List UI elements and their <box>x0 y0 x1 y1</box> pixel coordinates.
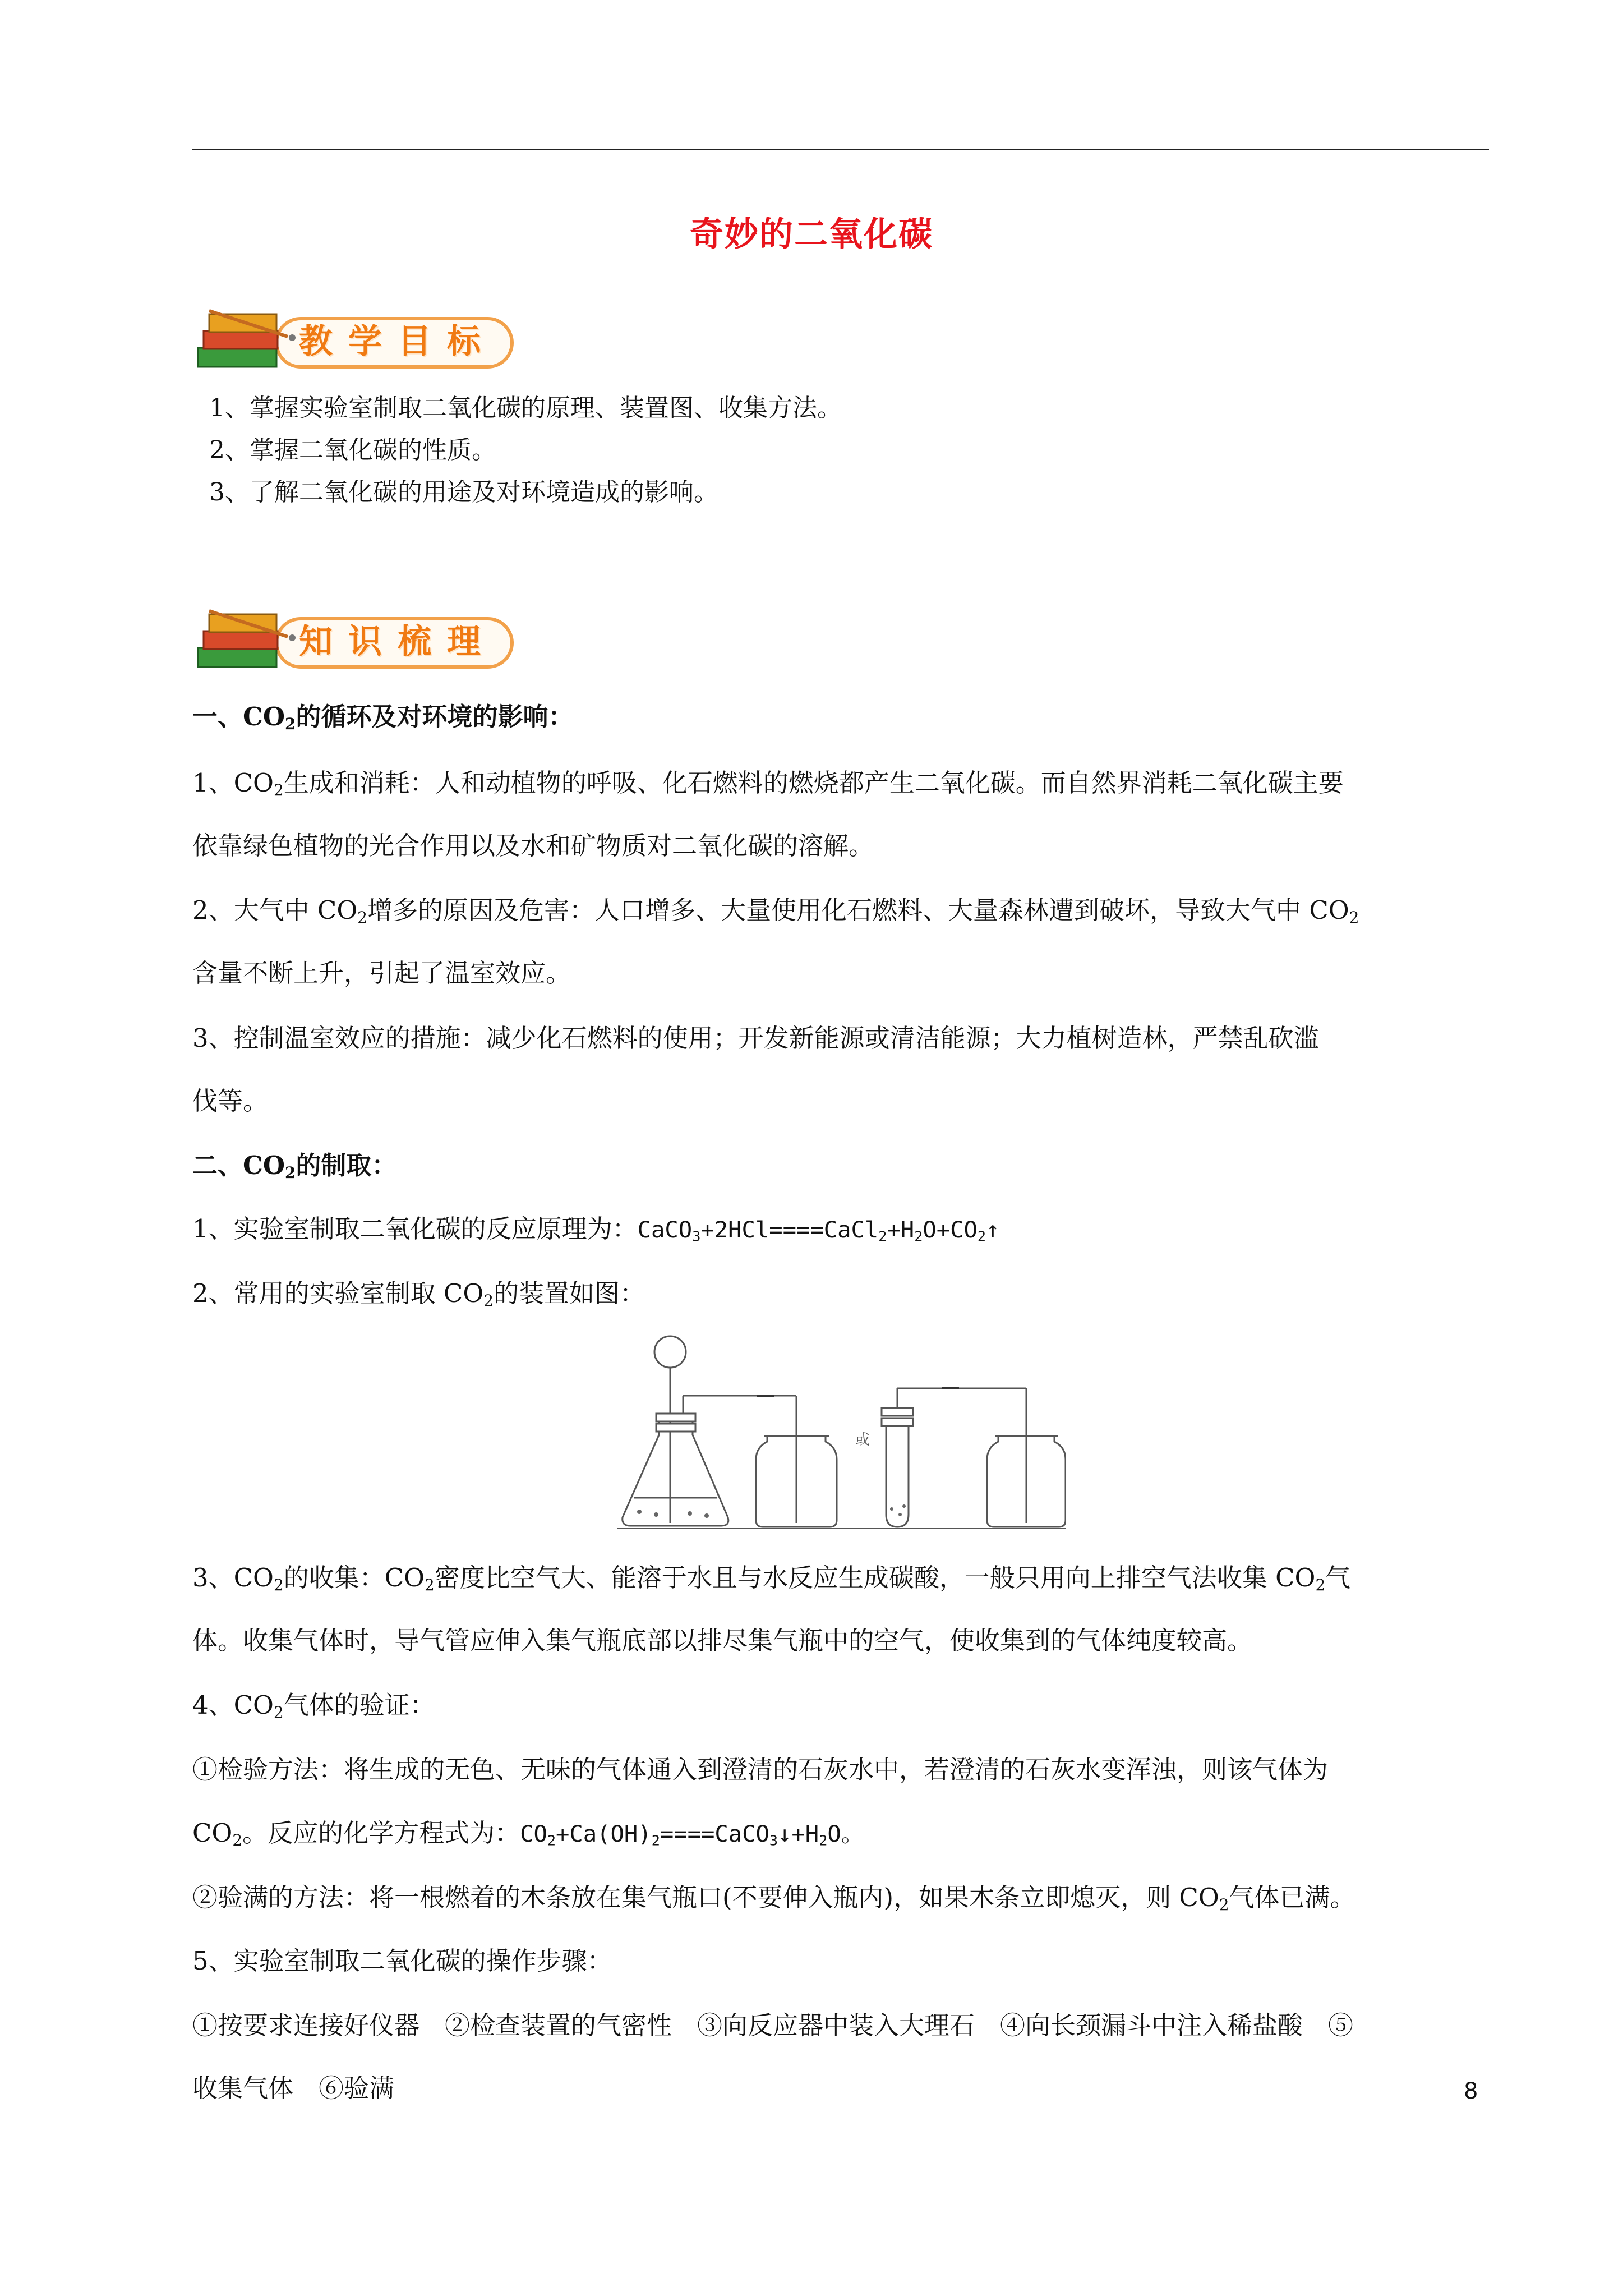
test-method: ①检验方法：将生成的无色、无味的气体通入到澄清的石灰水中，若澄清的石灰水变浑浊，则该气体为 <box>192 1755 1329 1784</box>
test-method: $CO_2$。反应的化学方程式为：$CO_2+Ca(OH)_2====CaCO_3↓+H_2O$。 <box>192 1818 864 1849</box>
flask-setup <box>623 1336 837 1527</box>
co2-apparatus-diagram <box>617 1329 1066 1540</box>
collection-paragraph: 3、$CO_2$的收集：$CO_2$密度比空气大、能溶于水且与水反应生成碳酸，一般只用向上排空气法收集 $CO_2$气 <box>192 1563 1351 1594</box>
verification-heading: 4、$CO_2$气体的验证： <box>192 1690 435 1722</box>
steps-heading: 5、实验室制取二氧化碳的操作步骤： <box>192 1946 612 1976</box>
test-tube-setup <box>882 1388 1066 1527</box>
knowledge-badge-label: 知识梳理 <box>299 622 496 661</box>
steps-list: 收集气体 ⑥验满 <box>192 2073 395 2103</box>
section1-paragraph: 2、大气中 $CO_2$增多的原因及危害：人口增多、大量使用化石燃料、大量森林遭到破坏，导致大气中 $CO_2$ <box>192 895 1359 927</box>
apparatus-caption: 2、常用的实验室制取 $CO_2$的装置如图： <box>192 1278 645 1310</box>
objectives-badge-label: 教学目标 <box>299 322 496 361</box>
page-number: 8 <box>1464 2078 1478 2104</box>
reaction-principle: 1、实验室制取二氧化碳的反应原理为：$CaCO_3+2HCl====CaCl_2+H_2O+CO_2↑$ <box>192 1214 1000 1245</box>
section1-paragraph: 3、控制温室效应的措施：减少化石燃料的使用；开发新能源或清洁能源；大力植树造林，严禁乱砍滥 <box>192 1023 1319 1053</box>
limewater-equation: $CO_2+Ca(OH)_2====CaCO_3↓+H_2O$。 <box>520 1820 864 1849</box>
objective-item: 3、了解二氧化碳的用途及对环境造成的影响。 <box>209 478 718 507</box>
full-check-method: ②验满的方法：将一根燃着的木条放在集气瓶口(不要伸入瓶内)，如果木条立即熄灭，则 $CO_2$气体已满。 <box>192 1883 1355 1914</box>
section2-heading: 二、$CO_2$的制取： <box>192 1151 397 1182</box>
objective-item: 2、掌握二氧化碳的性质。 <box>209 436 496 464</box>
section1-paragraph: 含量不断上升，引起了温室效应。 <box>192 958 571 988</box>
objectives-badge <box>192 303 529 381</box>
knowledge-badge <box>192 603 529 682</box>
section1-paragraph: 依靠绿色植物的光合作用以及水和矿物质对二氧化碳的溶解。 <box>192 831 874 861</box>
reaction-equation: $CaCO_3+2HCl====CaCl_2+H_2O+CO_2↑$ <box>637 1216 1000 1245</box>
section1-paragraph: 1、$CO_2$生成和消耗：人和动植物的呼吸、化石燃料的燃烧都产生二氧化碳。而自然界消耗二氧化碳主要 <box>192 768 1344 799</box>
section1-paragraph: 伐等。 <box>192 1086 269 1116</box>
section1-heading: 一、$CO_2$的循环及对环境的影响： <box>192 702 574 733</box>
header-rule <box>192 149 1489 150</box>
objective-item: 1、掌握实验室制取二氧化碳的原理、装置图、收集方法。 <box>209 394 842 422</box>
apparatus-or-label: 或 <box>855 1432 870 1448</box>
collection-paragraph: 体。收集气体时，导气管应伸入集气瓶底部以排尽集气瓶中的空气，使收集到的气体纯度较高。 <box>192 1626 1253 1655</box>
steps-list: ①按要求连接好仪器 ②检查装置的气密性 ③向反应器中装入大理石 ④向长颈漏斗中注入稀盐酸 ⑤ <box>192 2010 1354 2040</box>
page-title: 奇妙的二氧化碳 <box>690 215 933 254</box>
